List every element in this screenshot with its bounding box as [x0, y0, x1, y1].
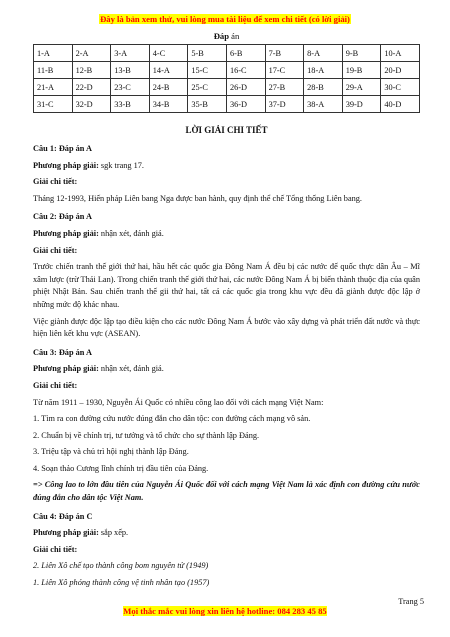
answer-row [34, 96, 420, 113]
answer-cell: 8-A [304, 45, 343, 62]
answer-row [34, 45, 420, 62]
answer-cell: 34-B [149, 96, 188, 113]
q2-method [33, 228, 420, 241]
answer-cell: 33-B [111, 96, 150, 113]
answer-cell: 27-B [265, 79, 304, 96]
answer-cell: 6-B [226, 45, 265, 62]
q4-method-text: sắp xếp. [98, 528, 129, 538]
answer-cell: 31-C [34, 96, 73, 113]
answer-cell: 14-A [149, 62, 188, 79]
q2-detail-label: Giải chi tiết: [33, 245, 78, 255]
q3-detail-label: Giải chi tiết: [33, 380, 78, 390]
answer-cell: 39-D [342, 96, 381, 113]
preview-banner [0, 14, 450, 24]
answer-row [34, 62, 420, 79]
q4-detail-label: Giải chi tiết: [33, 544, 78, 554]
answer-cell: 19-B [342, 62, 381, 79]
q3-method-text: nhận xét, đánh giá. [98, 364, 164, 374]
answer-cell: 5-B [188, 45, 227, 62]
answer-cell: 16-C [226, 62, 265, 79]
q4-method-label: Phương pháp giải: [33, 528, 99, 538]
answer-cell: 32-D [72, 96, 111, 113]
answer-cell: 36-D [226, 96, 265, 113]
q3-item-3: 3. Triệu tập và chủ trì hội nghị thành lập Đảng. [33, 447, 189, 457]
answer-cell: 37-D [265, 96, 304, 113]
answer-cell: 24-B [149, 79, 188, 96]
answer-cell: 3-A [111, 45, 150, 62]
q1-method-text: sgk trang 17. [98, 160, 145, 170]
answer-cell: 29-A [342, 79, 381, 96]
answer-cell: 18-A [304, 62, 343, 79]
q2-method-label: Phương pháp giải: [33, 228, 99, 238]
answer-cell: 17-C [265, 62, 304, 79]
hotline-text: Mọi thắc mắc vui lòng xin liên hệ hotline: 084 283 45 85 [123, 606, 327, 616]
q3-method-label: Phương pháp giải: [33, 364, 99, 374]
document-page [33, 30, 420, 594]
answer-cell: 25-C [188, 79, 227, 96]
answer-cell: 35-B [188, 96, 227, 113]
page-number: Trang 5 [398, 597, 424, 606]
answer-cell: 12-B [72, 62, 111, 79]
q1-detail-text: Tháng 12-1993, Hiến pháp Liên bang Nga được ban hành, quy định thể chế Tổng thống Liên bang. [33, 193, 363, 203]
answer-cell: 10-A [381, 45, 420, 62]
q4-item-1: 1. Liên Xô phóng thành công vệ tinh nhân tạo (1957) [33, 578, 210, 588]
answer-cell: 20-D [381, 62, 420, 79]
answer-cell: 23-C [111, 79, 150, 96]
q1-method-label: Phương pháp giải: [33, 160, 99, 170]
q3-conclusion: => Công lao to lớn đầu tiên của Nguyễn Ái Quốc đối với cách mạng Việt Nam là xác định con đường cứu nước đúng đắn cho dân tộc Việt Nam. [33, 480, 420, 503]
q3-item-2: 2. Chuẩn bị về chính trị, tư tưởng và tổ chức cho sự thành lập Đảng. [33, 430, 260, 440]
answer-cell: 40-D [381, 96, 420, 113]
answer-cell: 11-B [34, 62, 73, 79]
q1-detail-label: Giải chi tiết: [33, 177, 78, 187]
q3-title: Câu 3: Đáp án A [33, 347, 93, 357]
answer-row [34, 79, 420, 96]
answer-key-table [33, 44, 420, 113]
answer-cell: 30-C [381, 79, 420, 96]
q1-title: Câu 1: Đáp án A [33, 144, 93, 153]
q2-detail-paragraph-1: Trước chiến tranh thế giới thứ hai, hầu hết các quốc gia Đông Nam Á đều bị các nước đế quốc thực dân Âu – Mĩ xâm lược (trừ Thái Lan). Trong chiến tranh thế giới thứ hai, các nước Đông Nam Á bị biến thành thuộc địa của quân phiệt Nhật Bản. Sau chiến tranh thế gii thứ hai, tất cả các quốc gia trong khu vực đều đã giành được độc lập ở những mức độ khác nhau. [33, 262, 420, 309]
answer-key-title-bold: Đáp [213, 31, 230, 41]
answer-cell: 7-B [265, 45, 304, 62]
q3-method [33, 363, 420, 376]
q3-item-4: 4. Soạn thảo Cương lĩnh chính trị đầu tiên của Đảng. [33, 463, 209, 473]
answer-cell: 13-B [111, 62, 150, 79]
answer-cell: 15-C [188, 62, 227, 79]
answer-cell: 9-B [342, 45, 381, 62]
q3-item-1: 1. Tìm ra con đường cứu nước đúng đắn cho dân tộc: con đường cách mạng vô sản. [33, 414, 311, 424]
answer-cell: 38-A [304, 96, 343, 113]
answer-cell: 21-A [34, 79, 73, 96]
answer-key-title [33, 31, 420, 41]
q4-item-2: 2. Liên Xô chế tạo thành công bom nguyên tử (1949) [33, 561, 209, 571]
hotline-footer [0, 606, 450, 616]
answer-cell: 2-A [72, 45, 111, 62]
answer-cell: 22-D [72, 79, 111, 96]
q2-method-text: nhận xét, đánh giá. [98, 228, 164, 238]
answer-cell: 28-B [304, 79, 343, 96]
q2-title: Câu 2: Đáp án A [33, 212, 93, 222]
q1-method [33, 160, 420, 173]
preview-banner-text: Đây là bản xem thử, vui lòng mua tài liệu để xem chi tiết (có lời giải) [100, 14, 350, 24]
q2-detail-paragraph-2: Việc giành được độc lập tạo điều kiện cho các nước Đông Nam Á bước vào xây dựng và phát triển đất nước và thực hiện liên kết khu vực (ASEAN). [33, 316, 420, 339]
answer-cell: 26-D [226, 79, 265, 96]
detailed-solution-heading: LỜI GIẢI CHI TIẾT [185, 125, 268, 135]
answer-cell: 4-C [149, 45, 188, 62]
q4-method [33, 527, 420, 540]
q3-intro: Từ năm 1911 – 1930, Nguyễn Ái Quốc có nhiều công lao đối với cách mạng Việt Nam: [33, 397, 324, 407]
answer-key-title-rest: án [229, 31, 240, 41]
answer-cell: 1-A [34, 45, 73, 62]
q4-title: Câu 4: Đáp án C [33, 511, 93, 521]
